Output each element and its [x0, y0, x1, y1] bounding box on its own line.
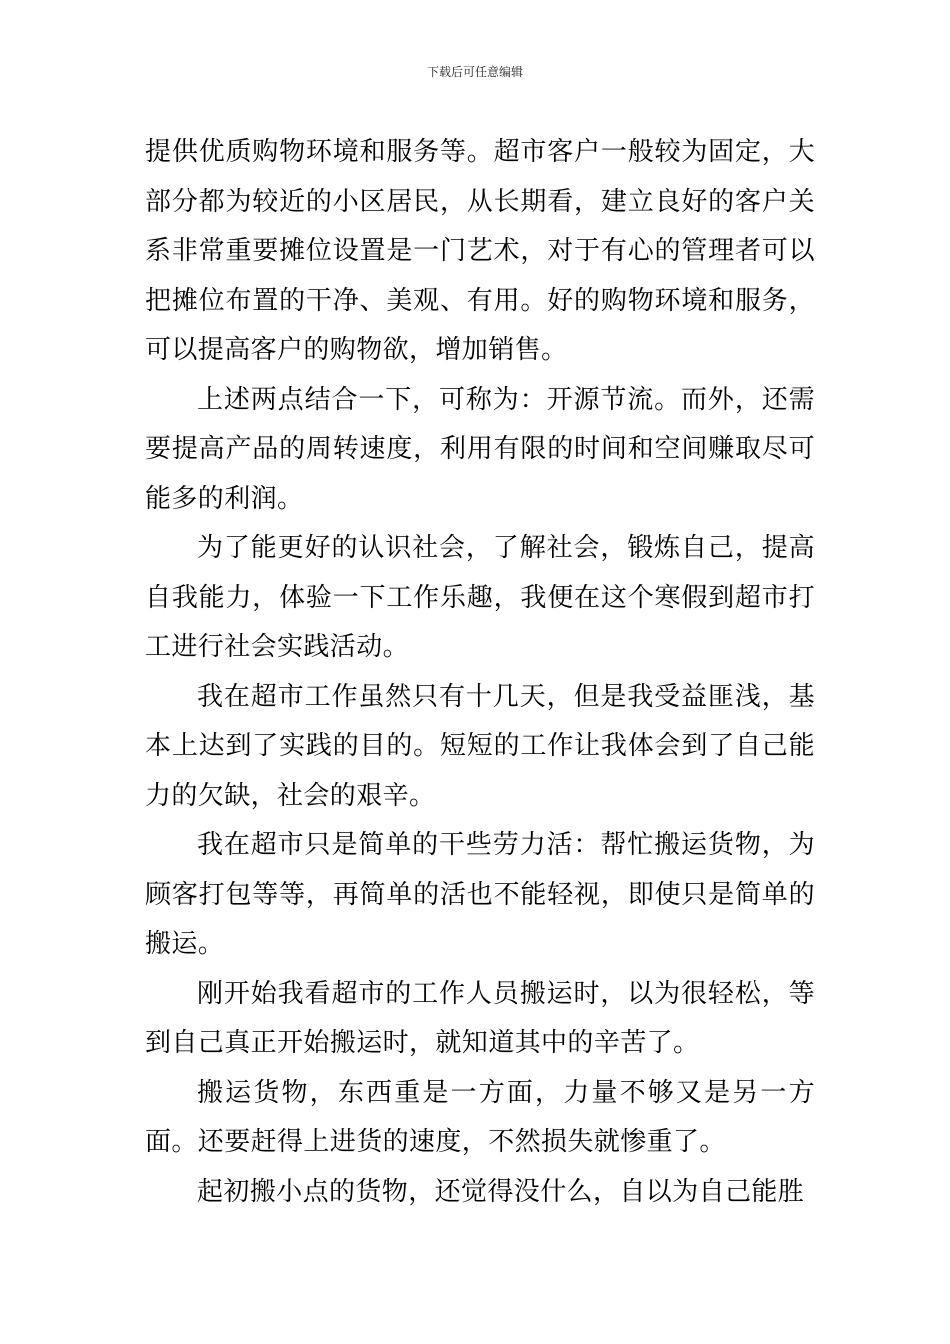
paragraph-6: 刚开始我看超市的工作人员搬运时，以为很轻松，等到自己真正开始搬运时，就知道其中的辛苦了。	[145, 978, 815, 1058]
paragraph-3: 为了能更好的认识社会，了解社会，锻炼自己，提高自我能力，体验一下工作乐趣，我便在这个寒假到超市打工进行社会实践活动。	[145, 533, 815, 662]
paragraph-7: 搬运货物，东西重是一方面，力量不够又是另一方面。还要赶得上进货的速度，不然损失就惨重了。	[145, 1077, 815, 1157]
paragraph-4: 我在超市工作虽然只有十几天，但是我受益匪浅，基本上达到了实践的目的。短短的工作让我体会到了自己能力的欠缺，社会的艰辛。	[145, 681, 815, 811]
document-body	[145, 128, 815, 1217]
paragraph-5: 我在超市只是简单的干些劳力活：帮忙搬运货物，为顾客打包等等，再简单的活也不能轻视，即使只是简单的搬运。	[145, 830, 815, 959]
paragraph-1: 提供优质购物环境和服务等。超市客户一般较为固定，大部分都为较近的小区居民，从长期看，建立良好的客户关系非常重要摊位设置是一门艺术，对于有心的管理者可以把摊位布置的干净、美观、有用。好的购物环境和服务，可以提高客户的购物欲，增加销售。	[145, 137, 815, 365]
paragraph-2: 上述两点结合一下，可称为：开源节流。而外，还需要提高产品的周转速度，利用有限的时间和空间赚取尽可能多的利润。	[145, 384, 815, 514]
page-header: 下载后可任意编辑	[426, 65, 523, 79]
paragraph-8: 起初搬小点的货物，还觉得没什么，自以为自己能胜	[197, 1176, 805, 1207]
